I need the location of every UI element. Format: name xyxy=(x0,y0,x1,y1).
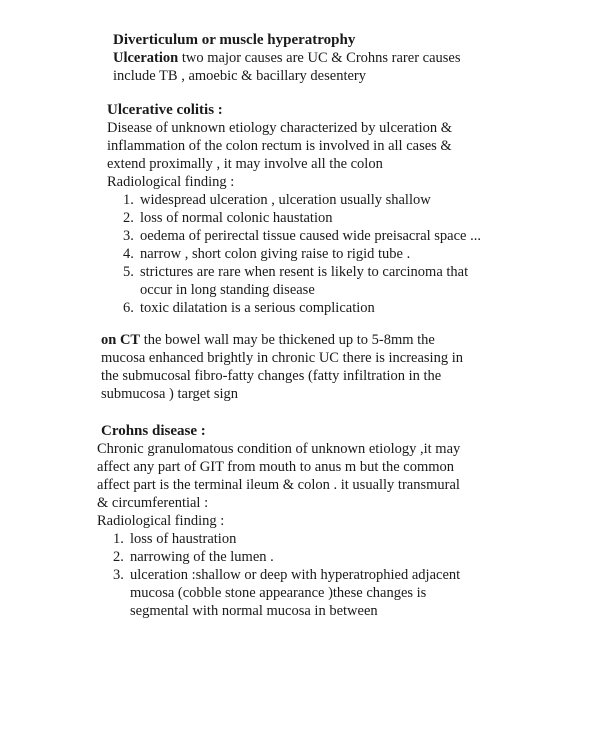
uc-section xyxy=(107,101,481,317)
ulceration-text: two major causes are UC & Crohns rarer causes xyxy=(178,50,461,66)
ulceration-line-2: include TB , amoebic & bacillary desentery xyxy=(113,68,366,84)
list-number: 1. xyxy=(123,192,134,208)
list-item xyxy=(113,548,460,566)
crohns-desc-line: & circumferential : xyxy=(97,495,209,511)
ct-line: submucosa ) target sign xyxy=(101,386,239,402)
list-number: 5. xyxy=(123,264,134,280)
uc-radiological-label: Radiological finding : xyxy=(107,174,235,190)
intro-section xyxy=(113,31,461,85)
ulceration-line-1 xyxy=(113,49,461,67)
ct-line: mucosa enhanced brightly in chronic UC there is increasing in xyxy=(101,350,463,366)
list-text: loss of normal colonic haustation xyxy=(140,210,333,226)
list-number: 2. xyxy=(123,210,134,226)
uc-heading: Ulcerative colitis : xyxy=(107,102,223,118)
list-text: strictures are rare when resent is likely to carcinoma that xyxy=(140,264,469,280)
list-number: 3. xyxy=(123,228,134,244)
crohns-findings-list xyxy=(113,530,460,620)
list-number: 4. xyxy=(123,246,134,262)
ulceration-term: Ulceration xyxy=(113,50,179,66)
list-text: loss of haustration xyxy=(130,531,237,547)
crohns-radiological-label: Radiological finding : xyxy=(97,513,225,529)
list-item xyxy=(123,263,481,299)
list-number: 3. xyxy=(113,567,124,583)
list-item xyxy=(113,566,460,620)
list-text: ulceration :shallow or deep with hyperatrophied adjacent xyxy=(130,567,461,583)
list-number: 6. xyxy=(123,300,134,316)
list-text: segmental with normal mucosa in between xyxy=(130,603,378,619)
ct-section xyxy=(101,331,463,403)
list-item xyxy=(123,299,481,317)
crohns-desc-line: affect part is the terminal ileum & colon . it usually transmural xyxy=(97,477,460,493)
list-item xyxy=(123,227,481,245)
crohns-desc-line: affect any part of GIT from mouth to anus m but the common xyxy=(97,459,455,475)
uc-findings-list xyxy=(123,191,481,317)
list-item xyxy=(123,245,481,263)
uc-desc-line: Disease of unknown etiology characterized by ulceration & xyxy=(107,120,453,136)
list-text: narrow , short colon giving raise to rigid tube . xyxy=(140,246,411,262)
crohns-section xyxy=(97,422,460,620)
uc-desc-line: extend proximally , it may involve all the colon xyxy=(107,156,383,172)
list-item xyxy=(113,530,460,548)
crohns-desc-line: Chronic granulomatous condition of unknown etiology ,it may xyxy=(97,441,461,457)
list-text: narrowing of the lumen . xyxy=(130,549,274,565)
ct-text: the bowel wall may be thickened up to 5-8mm the xyxy=(140,332,435,348)
list-number: 1. xyxy=(113,531,124,547)
crohns-heading: Crohns disease : xyxy=(101,423,206,439)
list-number: 2. xyxy=(113,549,124,565)
list-text: mucosa (cobble stone appearance )these changes is xyxy=(130,585,427,601)
list-text: oedema of perirectal tissue caused wide preisacral space ... xyxy=(140,228,481,244)
uc-desc-line: inflammation of the colon rectum is involved in all cases & xyxy=(107,138,452,154)
list-text: occur in long standing disease xyxy=(140,282,315,298)
ct-line: the submucosal fibro-fatty changes (fatty infiltration in the xyxy=(101,368,442,384)
list-text: toxic dilatation is a serious complication xyxy=(140,300,375,316)
list-item xyxy=(123,191,481,209)
intro-title: Diverticulum or muscle hyperatrophy xyxy=(113,32,356,48)
ct-line-1 xyxy=(101,331,463,349)
list-item xyxy=(123,209,481,227)
ct-term: on CT xyxy=(101,332,141,348)
list-text: widespread ulceration , ulceration usually shallow xyxy=(140,192,431,208)
